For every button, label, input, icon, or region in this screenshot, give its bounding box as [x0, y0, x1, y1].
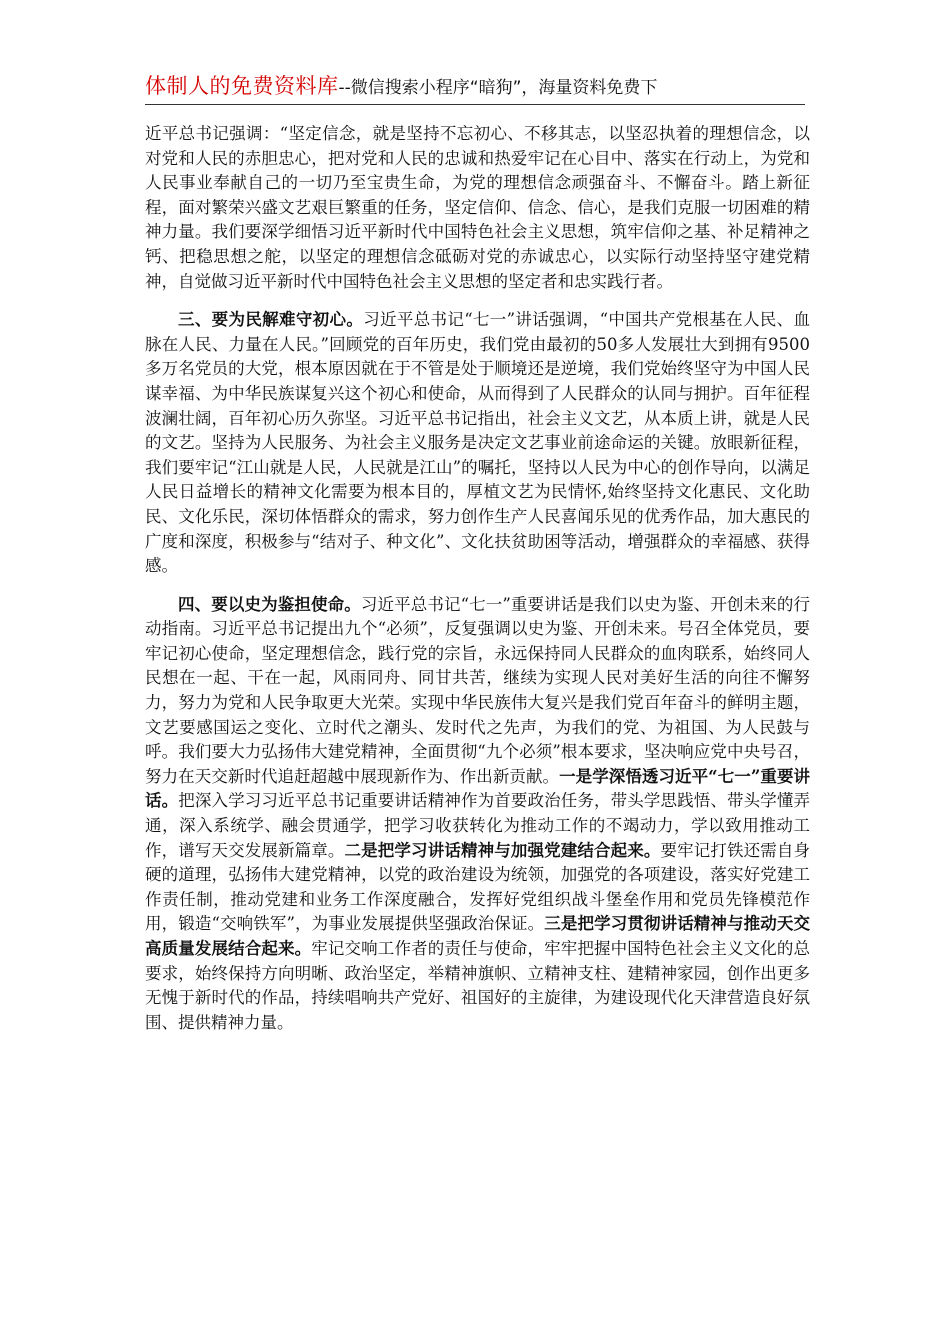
section-four-heading: 四、要以史为鉴担使命。 [178, 594, 361, 614]
section-three-text: 习近平总书记“七一”讲话强调，“中国共产党根基在人民、血脉在人民、力量在人民。”回顾党的百年历史，我们党由最初的50多人发展壮大到拥有9500多万名党员的大党，根本原因就在于不管是处于顺境还是逆境，我们党始终坚守为中国人民谋幸福、为中华民族谋复兴这个初心和使命，从而得到了人民群众的认同与拥护。百年征程波澜壮阔，百年初心历久弥坚。习近平总书记指出，社会主义文艺，从本质上讲，就是人民的文艺。坚持为人民服务、为社会主义服务是决定文艺事业前途命运的关键。放眼新征程，我们要牢记“江山就是人民，人民就是江山”的嘱托，坚持以人民为中心的创作导向，以满足人民日益增长的精神文化需要为根本目的，厚植文艺为民情怀,始终坚持文化惠民、文化助民、文化乐民，深切体悟群众的需求，努力创作生产人民喜闻乐见的优秀作品，加大惠民的广度和深度，积极参与“结对子、种文化”、文化扶贫助困等活动，增强群众的幸福感、获得感。 [145, 310, 811, 576]
section-three-heading: 三、要为民解难守初心。 [178, 310, 364, 330]
page-header [145, 70, 805, 105]
document-body [145, 122, 810, 1035]
point-three-heading: 三是把学习贯彻讲话精神与推动天交高质量发展结合起来。 [145, 914, 811, 958]
point-one-text: 把深入学习习近平总书记重要讲话精神作为首要政治任务，带头学思践悟、带头学懂弄通，深入系统学、融会贯通学，把学习收获转化为推动工作的不竭动力，学以致用推动工作，谱写天交发展新篇章。 [145, 791, 811, 860]
paragraph-gap [145, 294, 810, 308]
point-three-text: 牢记交响工作者的责任与使命，牢牢把握中国特色社会主义文化的总要求，始终保持方向明晰、政治坚定，举精神旗帜、立精神支柱、建精神家园，创作出更多无愧于新时代的作品，持续唱响共产党好、祖国好的主旋律，为建设现代化天津营造良好氛围、提供精神力量。 [145, 939, 811, 1032]
paragraph-continuation: 近平总书记强调：“坚定信念，就是坚持不忘初心、不移其志，以坚忍执着的理想信念，以对党和人民的赤胆忠心，把对党和人民的忠诚和热爱牢记在心目中、落实在行动上，为党和人民事业奉献自己的一切乃至宝贵生命，为党的理想信念顽强奋斗、不懈奋斗。踏上新征程，面对繁荣兴盛文艺艰巨繁重的任务，坚定信仰、信念、信心，是我们克服一切困难的精神力量。我们要深学细悟习近平新时代中国特色社会主义思想，筑牢信仰之基、补足精神之钙、把稳思想之舵，以坚定的理想信念砥砺对党的赤诚忠心，以实际行动坚持坚守建党精神，自觉做习近平新时代中国特色社会主义思想的坚定者和忠实践行者。 [145, 124, 810, 291]
section-three [145, 308, 810, 579]
header-brand: 体制人的免费资料库 [145, 74, 339, 98]
header-slogan: --微信搜索小程序“暗狗”，海量资料免费下 [338, 78, 658, 98]
section-four-text: 习近平总书记“七一”重要讲话是我们以史为鉴、开创未来的行动指南。习近平总书记提出九个“必须”，反复强调以史为鉴、开创未来。号召全体党员，要牢记初心使命，坚定理想信念，践行党的宗旨，永远保持同人民群众的血肉联系，始终同人民想在一起、干在一起，风雨同舟、同甘共苦，继续为实现人民对美好生活的向往不懈努力，努力为党和人民争取更大光荣。实现中华民族伟大复兴是我们党百年奋斗的鲜明主题，文艺要感国运之变化、立时代之潮头、发时代之先声，为我们的党、为祖国、为人民鼓与呼。我们要大力弘扬伟大建党精神，全面贯彻“九个必须”根本要求，坚决响应党中央号召，努力在天交新时代追赶超越中展现新作为、作出新贡献。 [145, 594, 811, 786]
point-two-text: 要牢记打铁还需自身硬的道理，弘扬伟大建党精神，以党的政治建设为统领，加强党的各项建设，落实好党建工作责任制，推动党建和业务工作深度融合，发挥好党组织战斗堡垒作用和党员先锋模范作用，锻造“交响铁军”，为事业发展提供坚强政治保证。 [145, 840, 811, 934]
point-two-heading: 二是把学习讲话精神与加强党建结合起来。 [344, 840, 661, 860]
paragraph-gap [145, 579, 810, 593]
point-one-heading: 一是学深悟透习近平“七一”重要讲话。 [145, 766, 811, 811]
section-four [145, 593, 810, 1036]
